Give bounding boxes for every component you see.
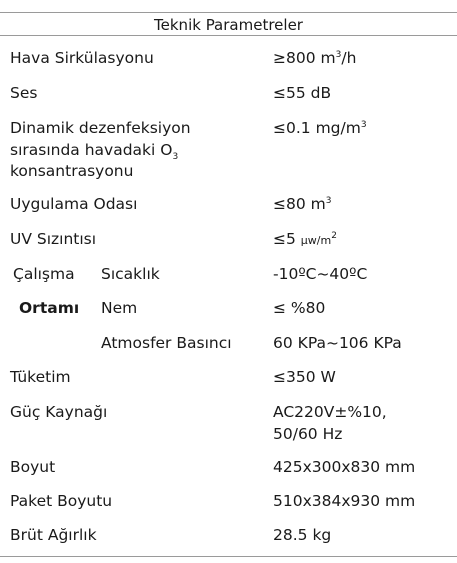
- size-label: Boyut: [10, 458, 56, 476]
- gross-weight-value: 28.5 kg: [273, 526, 332, 544]
- gross-weight-label: Brüt Ağırlık: [10, 526, 97, 544]
- uv-leak-value-unit: μw/m: [300, 234, 332, 247]
- consumption-value: ≤350 W: [273, 368, 336, 386]
- bottom-divider: [0, 556, 457, 557]
- power-value-line1: AC220V±%10,: [273, 403, 387, 421]
- ozone-value-sup: 3: [360, 119, 367, 130]
- room-value: [273, 193, 331, 215]
- room-value-main: ≤80 m: [273, 195, 326, 213]
- air-circulation-value-main: ≥800 m: [273, 49, 336, 67]
- uv-leak-value-main: ≤5: [273, 230, 301, 248]
- pressure-value: 60 KPa~106 KPa: [273, 334, 402, 352]
- room-label: Uygulama Odası: [10, 195, 138, 213]
- environment-group-label-line2: Ortamı: [19, 299, 80, 317]
- table-title: Teknik Parametreler: [0, 12, 457, 36]
- uv-leak-value-sup: 2: [331, 230, 337, 241]
- air-circulation-value: [273, 47, 356, 69]
- environment-group-label-line1: Çalışma: [13, 265, 75, 283]
- air-circulation-value-sup: 3: [335, 49, 342, 60]
- size-value: 425x300x830 mm: [273, 458, 416, 476]
- package-size-value: 510x384x930 mm: [273, 492, 416, 510]
- temperature-value: -10ºC~40ºC: [273, 265, 368, 283]
- ozone-label-line2: [10, 139, 178, 161]
- ozone-label-line2-sub: 3: [172, 152, 179, 163]
- temperature-label: Sıcaklık: [101, 265, 160, 283]
- pressure-label: Atmosfer Basıncı: [101, 334, 232, 352]
- uv-leak-value: [273, 228, 337, 252]
- power-label: Güç Kaynağı: [10, 403, 108, 421]
- ozone-label-line2-main: sırasında havadaki O: [10, 141, 173, 159]
- noise-value: ≤55 dB: [273, 84, 332, 102]
- air-circulation-label: Hava Sirkülasyonu: [10, 49, 154, 67]
- power-value-line2: 50/60 Hz: [273, 425, 343, 443]
- ozone-value-main: ≤0.1 mg/m: [273, 119, 361, 137]
- ozone-label-line1: Dinamik dezenfeksiyon: [10, 119, 191, 137]
- ozone-value: [273, 117, 367, 139]
- package-size-label: Paket Boyutu: [10, 492, 113, 510]
- noise-label: Ses: [10, 84, 38, 102]
- humidity-label: Nem: [101, 299, 138, 317]
- room-value-sup: 3: [325, 195, 332, 206]
- humidity-value: ≤ %80: [273, 299, 326, 317]
- consumption-label: Tüketim: [10, 368, 71, 386]
- uv-leak-label: UV Sızıntısı: [10, 230, 97, 248]
- ozone-label-line3: konsantrasyonu: [10, 162, 134, 180]
- air-circulation-value-unit: /h: [341, 49, 357, 67]
